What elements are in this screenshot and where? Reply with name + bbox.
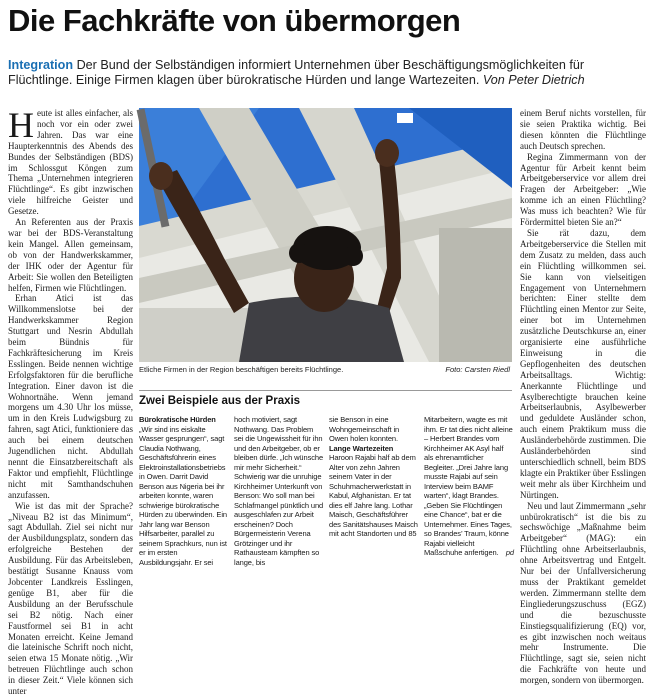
box-signature: pd: [505, 548, 514, 557]
box-subheading-1: Bürokratische Hürden: [139, 415, 216, 424]
box-column-1: Bürokratische Hürden „Wir sind ins eiskalte Wasser gesprungen“, sagt Claudia Nothwang, Geschäftsführerin eines Elektroinstallationsbetriebs in Owen. Darrit David Benson aus Nigeria bei ihr arbeiten konnte, waren schwierige bürokratische Hürden zu überwinden. Ein Jahr lang war Benson Hilfsarbeiter, parallel zu seinem Sprachkurs, nun ist er im ersten Ausbildungsjahr. Er sei: [139, 415, 227, 567]
author: Von Peter Dietrich: [482, 73, 585, 87]
column-right: [520, 108, 646, 686]
article-photo: [139, 108, 512, 362]
divider: [139, 390, 512, 391]
lead-text: Der Bund der Selbständigen informiert Unternehmen über Beschäftigungsmöglichkeiten für Flüchtlinge. Einige Firmen klagen über bürokratische Hürden und lange Wartezeiten.: [8, 58, 585, 87]
column-right-paragraph-4: Neu und laut Zimmermann „sehr unbürokratisch“ ist die bis zu sechswöchige „Maßnahme beim Arbeitgeber“ (MAG): ein Flüchtling ohne Arbeitserlaubnis, ohne Arbeitsvertrag und Entgelt. Nur bei der Unfallversicherung muss der Praktikant gemeldet werden. Zimmermann stellte dem Eingliederungszuschuss (EGZ) und die bezuschusste Einstiegsqualifizierung (EQ) vor, es gibt inzwischen noch weitaus mehr Instrumente. Die Flüchtlinge, sagt sie, seien nicht die Fachkräfte von heute und morgen, sondern von übermorgen.: [520, 500, 646, 686]
photo-credit: Foto: Carsten Riedl: [445, 365, 510, 374]
column-right-paragraph-3: Sie rät dazu, dem Arbeitgeberservice die Stellen mit dem Zusatz zu melden, dass auch ein Flüchtling willkommen sei. Sie kann von vielseitigen Engagement von Unternehmern berichten: Einer stellte dem Flüchtling einen Mentor zur Seite, einer bot im Unternehmen zusätzliche Deutschkurse an, einer organisierte eine ausführliche Einweisung in die Gepflogenheiten des deutschen Arbeitsalltags. Wichtig: Anerkannte Flüchtlinge und Asylberechtigte brauchen keine Arbeitserlaubnis, Asylbewerber und geduldete Ausländer schon, auch einem Praktikum muss die Ausländerbehörde zustimmen. Die Ausländerbehörden sind unterschiedlich schnell, beim BDS klagte ein Praktiker über Esslingen weit mehr als über Kirchheim und Nürtingen.: [520, 227, 646, 500]
headline: Die Fachkräfte von übermorgen: [8, 3, 461, 38]
box-column-2: hoch motiviert, sagt Nothwang. Das Problem sei die Ungewissheit für ihn und den Arbeitgeber, ob er bleiben dürfe. „Ich wünsche mir mehr Sicherheit.“ Schwierig war die unruhige Kirchheimer Unterkunft von Benson: Wo soll man bei Schlafmangel pünktlich und ausgeschlafen zur Arbeit erscheinen? Doch Bürgermeisterin Verena Grötzinger und ihr Rathausteam kämpften so lange, bis: [234, 415, 324, 567]
caption-text: Etliche Firmen in der Region beschäftigen bereits Flüchtlinge.: [139, 365, 344, 374]
box-column-3: sie Benson in eine Wohngemeinschaft in Owen holen konnten. Lange Wartezeiten Haroon Rajabi half ab dem Alter von zehn Jahren seinem Vater in der Schuhmacherwerkstatt in Kabul, Afghanistan. Er tat dies elf Jahre lang. Lothar Maisch, Geschäftsführer des Sanitätshauses Maisch mit acht Standorten und 85: [329, 415, 418, 538]
box-subheading-2: Lange Wartezeiten: [329, 443, 394, 453]
column-left-paragraph-4: Wie ist das mit der Sprache? „Niveau B2 ist das Minimum“, sagt Abdullah. Ziel sei nicht nur der Ausbildungsplatz, sondern das erfolgreiche Bestehen der Ausbildung. Für das Arbeitsleben, bestätigt Susanne Knauss vom Jobcenter Landkreis Esslingen, genüge B1, aber für die Ausbildung an der Berufsschule sei B2 nötig. Nach einer Faustformel sei B1 in acht Monaten erreicht. Keine Jemand die lateinische Schrift noch nicht, seien etwa 15 Monate nötig. „Wir betreuen Flüchtlinge auch schon in dieser Zeit.“ Viele können sich unter: [8, 500, 133, 697]
column-left: [8, 105, 133, 697]
column-left-paragraph-3: Erhan Atici ist das Willkommenslotse bei der Handwerkskammer Region Stuttgart und Nesrin Abdullah beim Bündnis für Fachkräftesicherung im Kreis Esslingen. Beide nennen wichtige Erfolgsfaktoren für die berufliche Integration. Einer davon ist die Wohnortnähe. Wenn jemand morgens um 4.30 Uhr los müsse, um in den Kreis Ludwigsburg zu fahren, sagt Atici, funktioniere das auch bei einem deutschen Jugendlichen nicht. Abdullah nennt die Einsatzbereitschaft als Faktor und empfiehlt, Flüchtlinge nicht mit Samthandschuhen anzufassen.: [8, 293, 133, 500]
column-right-paragraph-2: Regina Zimmermann von der Agentur für Arbeit kennt beim Arbeitgeberservice vor allem drei Fragen der Arbeitgeber: „Wie komme ich an einen Flüchtling? Was muss ich beachten? Wie für Fördermittel bieten Sie an?“: [520, 151, 646, 228]
column-left-paragraph-1: Heute ist alles einfacher, als noch vor ein oder zwei Jahren. Das war eine Haupterkenntnis des Abends des Bundes der Selbständigen (BDS) im Schlossgut Köngen zum Thema „Unternehmen integrieren Flüchtlinge“. Es gibt inzwischen viele hilfreiche Geister und Gesetze.: [8, 105, 133, 217]
box-title: Zwei Beispiele aus der Praxis: [139, 395, 301, 407]
column-left-paragraph-2: An Referenten aus der Praxis war bei der BDS-Veranstaltung kein Mangel. Allen gemeinsam, ob von der Handwerkskammer, der IHK oder der Agentur für Arbeit: Sie wollen den Beteiligten helfen, Firmen wie Flüchtlingen.: [8, 217, 133, 293]
lead-paragraph: [8, 58, 648, 88]
box-column-4: Mitarbeitern, wagte es mit ihm. Er tat dies nicht alleine – Herbert Brandes vom Kirchheimer AK Asyl half als ehrenamtlicher Begleiter. „Drei Jahre lang musste Rajabi auf sein Interview beim BAMF warten“, klagt Brandes. „Geben Sie Flüchtlingen eine Chance“, bat er die Unternehmer. Eines Tages, so Brandes’ Traum, könne Rajabi vielleicht Maßschuhe anfertigen. pd: [424, 415, 514, 557]
lead-kicker: Integration: [8, 58, 74, 72]
photo-caption: [139, 365, 512, 374]
photo-illustration: [139, 108, 512, 362]
column-right-paragraph-1: einem Beruf nichts vorstellen, für sie seien Praktika wichtig. Bei diesen könnten die Flüchtlinge auch Deutsch sprechen.: [520, 108, 646, 151]
dropcap: H: [8, 105, 34, 145]
